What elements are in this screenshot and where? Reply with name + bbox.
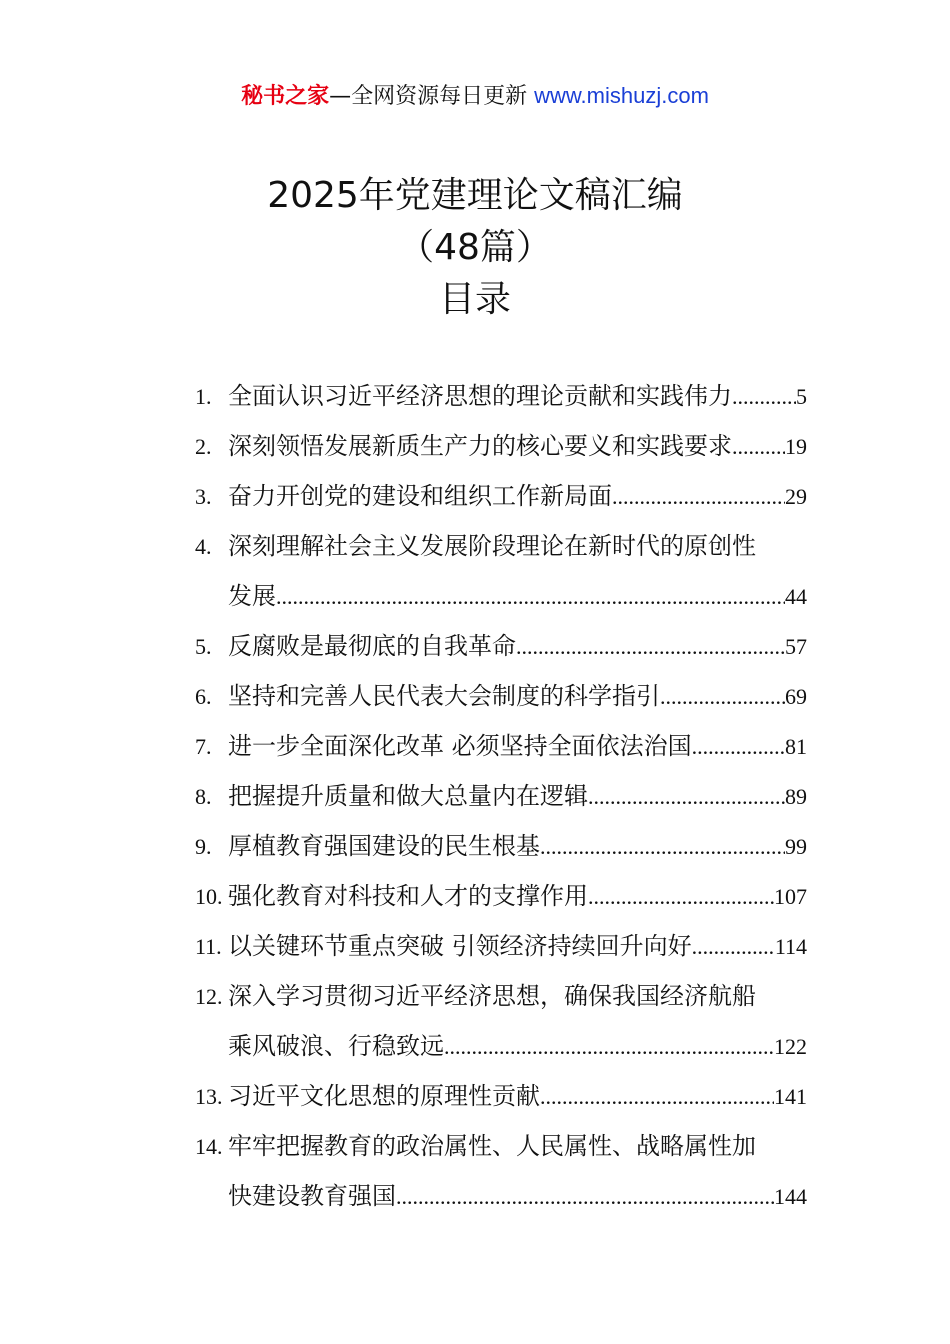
toc-entry-page: 122	[774, 1034, 807, 1059]
toc-dot-leader	[540, 822, 785, 872]
toc-entry-page: 141	[774, 1084, 807, 1109]
toc-entry[interactable]	[195, 371, 807, 421]
toc-entry-number: 11.	[195, 934, 222, 959]
toc-dot-leader	[692, 922, 775, 972]
toc-entry[interactable]	[195, 871, 807, 921]
toc-entry-title: 进一步全面深化改革 必须坚持全面依法治国	[228, 732, 692, 760]
toc-entry-line	[195, 571, 807, 621]
toc-entry[interactable]	[195, 921, 807, 971]
toc-entry-line	[195, 871, 807, 921]
brand-name: 秘书之家	[241, 84, 330, 109]
toc-entry-line	[195, 821, 807, 871]
toc-entry-line	[195, 671, 807, 721]
toc-dot-leader	[516, 622, 785, 672]
toc-entry-number: 14.	[195, 1134, 223, 1159]
toc-entry-title: 以关键环节重点突破 引领经济持续回升向好	[228, 932, 692, 960]
toc-entry-title: 奋力开创党的建设和组织工作新局面	[228, 482, 612, 510]
toc-entry-line	[195, 1021, 807, 1071]
toc-entry[interactable]	[195, 671, 807, 721]
toc-entry-page: 44	[785, 584, 807, 609]
toc-entry-number: 3.	[195, 484, 212, 509]
toc-entry-page: 57	[785, 634, 807, 659]
toc-entry-title: 反腐败是最彻底的自我革命	[228, 632, 516, 660]
toc-entry-line	[195, 621, 807, 671]
toc-entry-line	[195, 1071, 807, 1121]
toc-entry-number: 13.	[195, 1084, 223, 1109]
toc-entry[interactable]	[195, 1071, 807, 1121]
toc-entry-title: 深入学习贯彻习近平经济思想，确保我国经济航船	[228, 982, 756, 1010]
toc-entry-line	[195, 371, 807, 421]
toc-entry-number: 9.	[195, 834, 212, 859]
toc-dot-leader	[588, 872, 774, 922]
toc-entry-number: 8.	[195, 784, 212, 809]
toc-dot-leader	[444, 1022, 774, 1072]
toc-entry[interactable]	[195, 621, 807, 671]
toc-entry-page: 114	[774, 934, 807, 959]
toc-entry-title-continued: 快建设教育强国	[228, 1182, 396, 1210]
toc-entry-title: 习近平文化思想的原理性贡献	[228, 1082, 540, 1110]
toc-entry[interactable]	[195, 771, 807, 821]
toc-entry-line	[195, 771, 807, 821]
toc-entry-page: 81	[785, 734, 807, 759]
table-of-contents	[195, 371, 807, 1221]
toc-entry-line	[195, 521, 807, 571]
toc-entry[interactable]	[195, 721, 807, 771]
toc-dot-leader	[276, 572, 785, 622]
toc-entry[interactable]	[195, 421, 807, 471]
toc-entry-line	[195, 1121, 807, 1171]
site-url-link[interactable]: www.mishuzj.com	[534, 83, 709, 108]
toc-dot-leader	[396, 1172, 774, 1222]
toc-entry-line	[195, 1171, 807, 1221]
site-slogan: —全网资源每日更新	[329, 84, 528, 109]
toc-entry-number: 12.	[195, 984, 223, 1009]
toc-entry[interactable]	[195, 971, 807, 1071]
toc-entry-number: 10.	[195, 884, 223, 909]
toc-heading: 目录	[438, 279, 511, 320]
document-title: 2025年党建理论文稿汇编	[267, 175, 683, 216]
toc-entry-line	[195, 921, 807, 971]
toc-entry-page: 69	[785, 684, 807, 709]
toc-entry-number: 2.	[195, 434, 212, 459]
toc-entry-title: 全面认识习近平经济思想的理论贡献和实践伟力	[228, 382, 732, 410]
toc-entry-title: 深刻领悟发展新质生产力的核心要义和实践要求	[228, 432, 732, 460]
toc-entry-number: 7.	[195, 734, 212, 759]
toc-entry-page: 144	[774, 1184, 807, 1209]
toc-entry-page: 29	[785, 484, 807, 509]
toc-entry-title: 牢牢把握教育的政治属性、人民属性、战略属性加	[228, 1132, 756, 1160]
toc-entry[interactable]	[195, 1121, 807, 1221]
toc-entry-page: 107	[774, 884, 807, 909]
toc-dot-leader	[588, 772, 785, 822]
document-count: （48篇）	[398, 227, 552, 268]
toc-dot-leader	[732, 372, 796, 422]
toc-entry-line	[195, 421, 807, 471]
toc-entry-page: 89	[785, 784, 807, 809]
toc-entry-title-continued: 乘风破浪、行稳致远	[228, 1032, 444, 1060]
toc-dot-leader	[692, 722, 785, 772]
toc-entry-title: 厚植教育强国建设的民生根基	[228, 832, 540, 860]
toc-entry-page: 99	[785, 834, 807, 859]
toc-entry-number: 6.	[195, 684, 212, 709]
toc-entry-page: 5	[796, 384, 807, 409]
toc-entry-page: 19	[785, 434, 807, 459]
toc-dot-leader	[732, 422, 785, 472]
toc-dot-leader	[660, 672, 785, 722]
toc-entry-title: 强化教育对科技和人才的支撑作用	[228, 882, 588, 910]
toc-entry[interactable]	[195, 521, 807, 621]
toc-entry-line	[195, 471, 807, 521]
toc-entry-number: 4.	[195, 534, 212, 559]
toc-dot-leader	[540, 1072, 774, 1122]
site-header	[0, 80, 950, 113]
toc-entry-number: 5.	[195, 634, 212, 659]
toc-entry-number: 1.	[195, 384, 212, 409]
toc-entry-title: 深刻理解社会主义发展阶段理论在新时代的原创性	[228, 532, 756, 560]
toc-entry[interactable]	[195, 471, 807, 521]
title-block	[0, 170, 950, 326]
toc-entry-line	[195, 721, 807, 771]
toc-entry-title: 坚持和完善人民代表大会制度的科学指引	[228, 682, 660, 710]
toc-entry-title: 把握提升质量和做大总量内在逻辑	[228, 782, 588, 810]
toc-entry[interactable]	[195, 821, 807, 871]
toc-entry-line	[195, 971, 807, 1021]
toc-dot-leader	[612, 472, 785, 522]
toc-entry-title-continued: 发展	[228, 582, 276, 610]
